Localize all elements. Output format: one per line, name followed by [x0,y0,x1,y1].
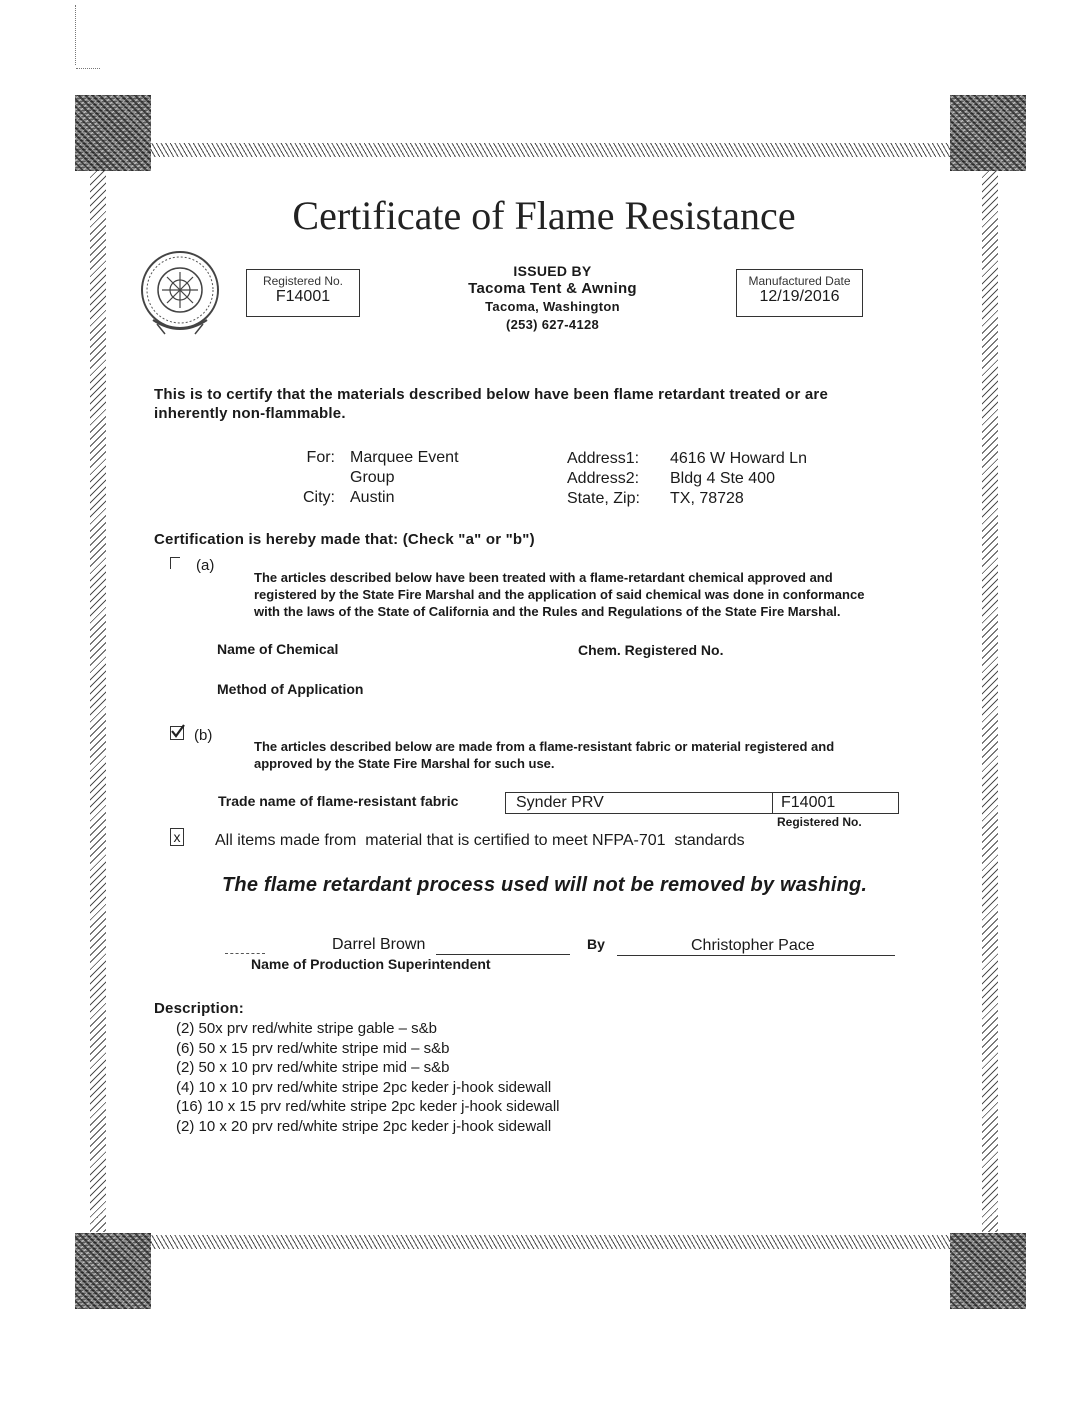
description-item: (16) 10 x 15 prv red/white stripe 2pc keder j-hook sidewall [176,1098,560,1116]
border-bottom [150,1235,950,1249]
customer-address1: 4616 W Howard Ln [670,450,807,467]
intro-line: This is to certify that the materials described below have been flame retardant treated or are [154,386,829,403]
superintendent-line-left [225,953,265,954]
intro-paragraph [154,385,954,423]
nfpa-checkbox[interactable]: x [170,828,184,846]
corner-ornament-bottom-right [950,1233,1026,1309]
issued-by-label: ISSUED BY [513,263,592,279]
description-item: (6) 50 x 15 prv red/white stripe mid – s&b [176,1039,450,1057]
registered-number-label: Registered No. [262,274,344,288]
by-signature-line [617,955,895,956]
description-list [176,1019,560,1137]
fabric-registered-label: Registered No. [777,815,862,829]
intro-line: inherently non-flammable. [154,405,346,422]
corner-ornament-bottom-left [75,1233,151,1309]
issuer-location: Tacoma, Washington [485,299,620,314]
certification-heading: Certification is hereby made that: (Check "a" or "b") [154,531,535,548]
customer-address2: Bldg 4 Ste 400 [670,470,775,487]
customer-state-zip: TX, 78728 [670,490,744,507]
customer-name-line: Marquee Event [350,449,459,466]
registered-number: F14001 [275,288,331,305]
border-left [90,170,106,1232]
description-item: (2) 50x prv red/white stripe gable – s&b [176,1020,437,1037]
margin-mark [76,68,100,70]
manufactured-date: 12/19/2016 [759,288,840,305]
option-a-checkbox[interactable] [170,557,180,569]
trade-name-field [505,792,899,814]
by-name: Christopher Pace [691,937,815,954]
by-label: By [587,936,605,952]
option-a-line: with the laws of the State of California and the Rules and Regulations of the State Fire Marshal. [254,604,841,619]
certificate-title: Certificate of Flame Resistance [292,193,796,238]
state-zip-label: State, Zip: [567,490,640,507]
customer-city: Austin [350,489,395,506]
fire-marshal-seal-icon [135,248,225,338]
checkmark-icon [169,722,187,740]
chem-registered-label: Chem. Registered No. [578,642,724,658]
address2-label: Address2: [567,470,640,487]
registered-number-box [246,269,360,317]
city-label: City: [303,489,335,506]
manufactured-date-label: Manufactured Date [748,274,851,288]
description-item: (2) 50 x 10 prv red/white stripe mid – s&b [176,1059,450,1077]
superintendent-name: Darrel Brown [332,936,426,953]
washing-statement: The flame retardant process used will not be removed by washing. [222,874,868,896]
issuer-block [420,262,685,334]
option-b-line: The articles described below are made from a flame-resistant fabric or material registered and [254,739,835,754]
method-of-application-label: Method of Application [217,681,364,697]
margin-mark [75,5,77,65]
corner-ornament-top-left [75,95,151,171]
superintendent-label: Name of Production Superintendent [251,956,491,972]
option-a-line: The articles described below have been treated with a flame-retardant chemical approved and [254,570,833,585]
trade-name-divider [772,793,773,813]
description-label: Description: [154,1000,244,1017]
description-item: (4) 10 x 10 prv red/white stripe 2pc keder j-hook sidewall [176,1078,552,1096]
option-a-line: registered by the State Fire Marshal and the application of said chemical was done in conformance [254,587,865,602]
option-a-text [254,569,979,620]
option-b-label: (b) [194,727,213,744]
customer-name [350,448,459,488]
trade-name-label: Trade name of flame-resistant fabric [218,793,459,809]
option-b-line: approved by the State Fire Marshal for such use. [254,756,555,771]
for-label: For: [306,449,335,466]
manufactured-date-box [736,269,863,317]
border-top [150,143,950,157]
superintendent-line-right [436,954,570,955]
option-b-text [254,738,979,772]
corner-ornament-top-right [950,95,1026,171]
fabric-registered-no: F14001 [781,794,836,811]
address1-label: Address1: [567,450,640,467]
option-a-label: (a) [196,557,215,574]
border-right [982,170,998,1232]
nfpa-statement: All items made from material that is certified to meet NFPA-701 standards [215,832,745,849]
name-of-chemical-label: Name of Chemical [217,641,339,657]
issuer-phone: (253) 627-4128 [505,317,600,332]
description-item: (2) 10 x 20 prv red/white stripe 2pc keder j-hook sidewall [176,1117,552,1135]
trade-name-value: Synder PRV [516,794,604,811]
customer-name-line: Group [350,469,395,486]
issuer-name: Tacoma Tent & Awning [468,280,637,297]
